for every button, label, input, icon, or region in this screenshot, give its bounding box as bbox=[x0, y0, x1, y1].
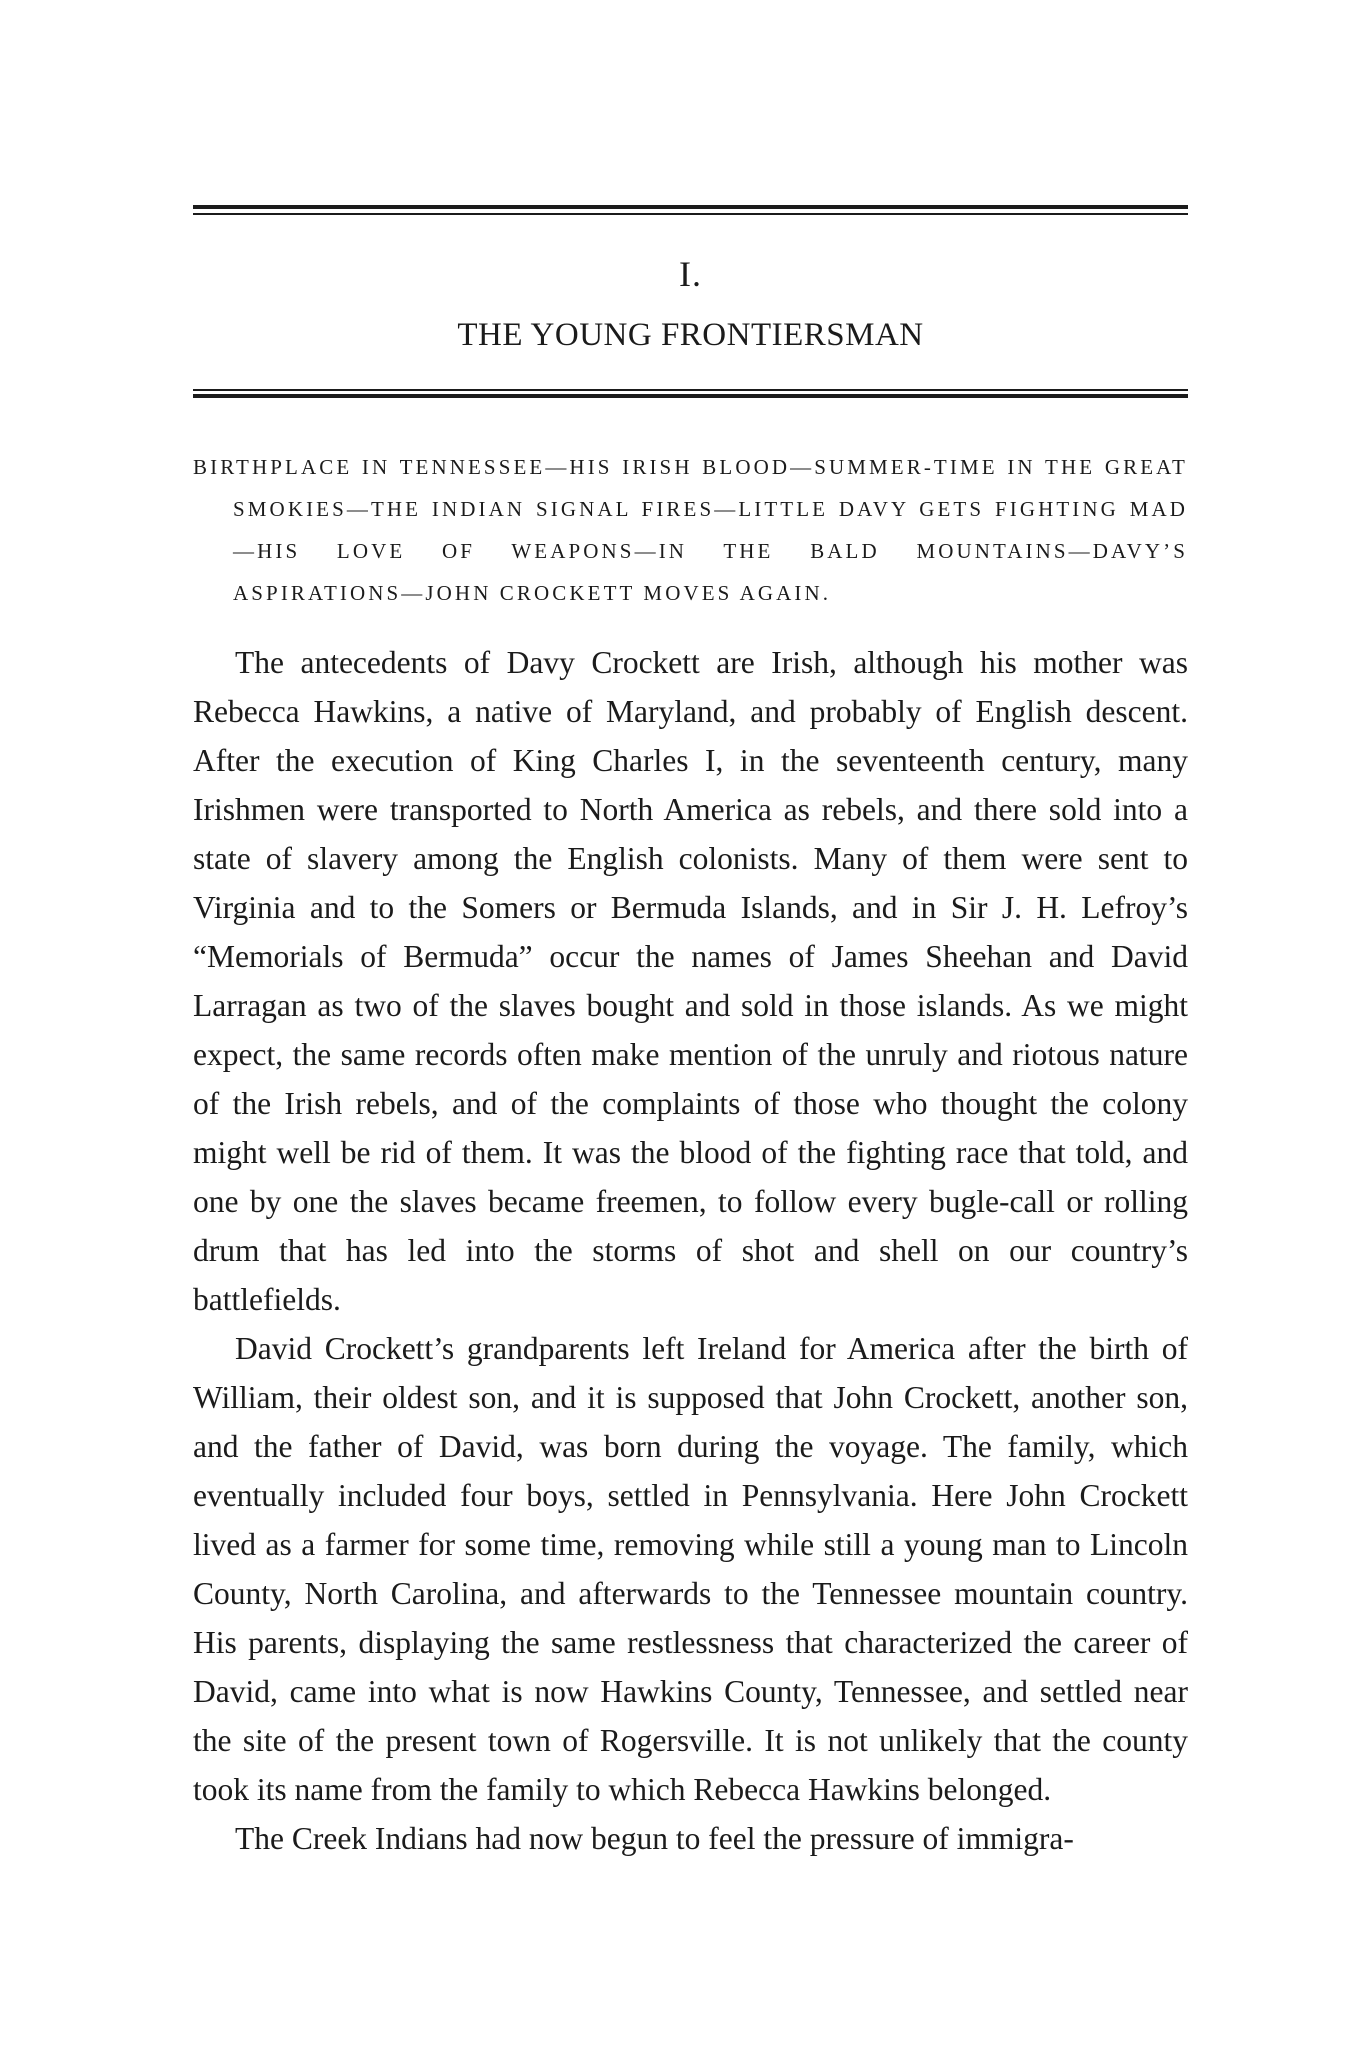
rule-thick-line bbox=[193, 205, 1188, 209]
chapter-number: I. bbox=[679, 254, 702, 294]
chapter-synopsis: BIRTHPLACE IN TENNESSEE—HIS IRISH BLOOD—SUMMER-TIME IN THE GREAT SMOKIES—THE INDIAN SIGNAL FIRES—LITTLE DAVY GETS FIGHTING MAD—HIS LOVE OF WEAPONS—IN THE BALD MOUNTAINS—DAVY’S ASPIRATIONS—JOHN CROCKETT MOVES AGAIN. bbox=[193, 455, 1188, 605]
top-double-rule bbox=[193, 205, 1188, 216]
paragraph: The Creek Indians had now begun to feel the pressure of immigra- bbox=[235, 1821, 1074, 1856]
paragraph: The antecedents of Davy Crockett are Irish, although his mother was Rebecca Hawkins, a native of Maryland, and probably of English descent. After the execution of King Charles I, in the seventeenth century, many Irishmen were transported to North America as rebels, and there sold into a state of slavery among the English colonists. Many of them were sent to Virginia and to the Somers or Bermuda Islands, and in Sir J. H. Lefroy’s “Memorials of Bermuda” occur the names of James Sheehan and David Larragan as two of the slaves bought and sold in those islands. As we might expect, the same records often make mention of the unruly and riotous nature of the Irish rebels, and of the complaints of those who thought the colony might well be rid of them. It was the blood of the fighting race that told, and one by one the slaves became freemen, to follow every bugle-call or rolling drum that has led into the storms of shot and shell on our country’s battlefields. bbox=[193, 645, 1188, 1317]
body-text bbox=[193, 638, 1188, 1863]
rule-thin-line bbox=[193, 213, 1188, 215]
book-page bbox=[193, 205, 1188, 1863]
chapter-title: THE YOUNG FRONTIERSMAN bbox=[457, 317, 924, 353]
paragraph: David Crockett’s grandparents left Ireland for America after the birth of William, their oldest son, and it is supposed that John Crockett, another son, and the father of David, was born during the voyage. The family, which eventually included four boys, settled in Pennsylvania. Here John Crockett lived as a farmer for some time, removing while still a young man to Lincoln County, North Carolina, and afterwards to the Tennessee mountain country. His parents, displaying the same restlessness that characterized the career of David, came into what is now Hawkins County, Tennessee, and settled near the site of the present town of Rogersville. It is not unlikely that the county took its name from the family to which Rebecca Hawkins belonged. bbox=[193, 1331, 1188, 1807]
rule-thick-line bbox=[193, 394, 1188, 398]
rule-thin-line bbox=[193, 389, 1188, 391]
title-double-rule bbox=[193, 389, 1188, 400]
